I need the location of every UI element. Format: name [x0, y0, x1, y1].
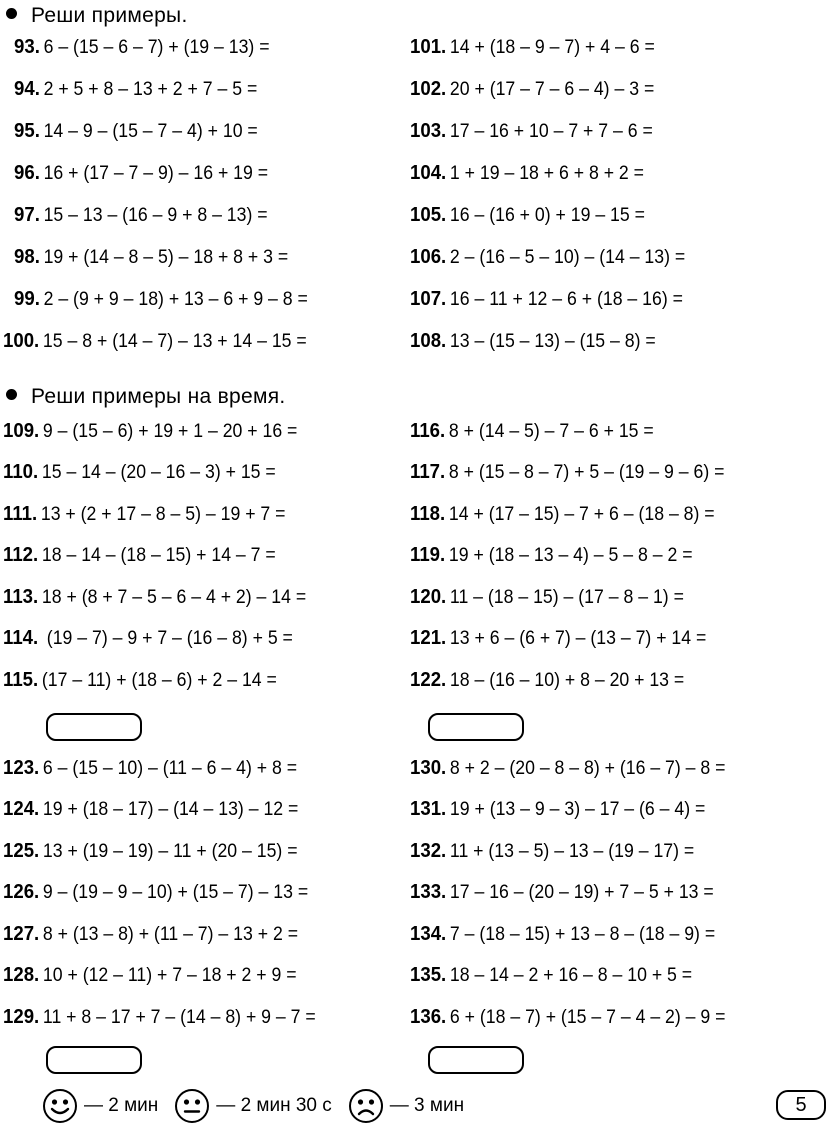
neutral-face-icon [174, 1088, 210, 1124]
problem-136: 136. 6 + (18 – 7) + (15 – 7 – 4 – 2) – 9 = [410, 1006, 726, 1028]
problem-123: 123. 6 – (15 – 10) – (11 – 6 – 4) + 8 = [3, 757, 298, 779]
problem-130: 130. 8 + 2 – (20 – 8 – 8) + (16 – 7) – 8 = [410, 757, 726, 779]
problem-106: 106. 2 – (16 – 5 – 10) – (14 – 13) = [410, 246, 686, 268]
problem-99: 99. 2 – (9 + 9 – 18) + 13 – 6 + 9 – 8 = [14, 288, 308, 310]
problem-124: 124. 19 + (18 – 17) – (14 – 13) – 12 = [3, 798, 299, 820]
problem-125: 125. 13 + (19 – 19) – 11 + (20 – 15) = [3, 840, 298, 862]
problem-126: 126. 9 – (19 – 9 – 10) + (15 – 7) – 13 = [3, 881, 309, 903]
problem-96: 96. 16 + (17 – 7 – 9) – 16 + 19 = [14, 162, 269, 184]
problem-121: 121. 13 + 6 – (6 + 7) – (13 – 7) + 14 = [410, 627, 707, 649]
problem-129: 129. 11 + 8 – 17 + 7 – (14 – 8) + 9 – 7 = [3, 1006, 316, 1028]
section-heading-2: Реши примеры на время. [6, 385, 286, 409]
bullet-icon [6, 389, 17, 400]
problem-93: 93. 6 – (15 – 6 – 7) + (19 – 13) = [14, 36, 270, 58]
problem-109: 109. 9 – (15 – 6) + 19 + 1 – 20 + 16 = [3, 420, 298, 442]
time-answer-box-left-2[interactable] [46, 1046, 142, 1074]
problem-120: 120. 11 – (18 – 15) – (17 – 8 – 1) = [410, 586, 684, 608]
problem-101: 101. 14 + (18 – 9 – 7) + 4 – 6 = [410, 36, 655, 58]
bullet-icon [6, 8, 17, 19]
time-legend [42, 1088, 480, 1124]
legend-text-fast: — 2 мин [84, 1095, 159, 1116]
problem-100: 100. 15 – 8 + (14 – 7) – 13 + 14 – 15 = [3, 330, 307, 352]
problem-134: 134. 7 – (18 – 15) + 13 – 8 – (18 – 9) = [410, 923, 716, 945]
legend-text-medium: — 2 мин 30 с [216, 1095, 332, 1116]
problem-108: 108. 13 – (15 – 13) – (15 – 8) = [410, 330, 656, 352]
problem-131: 131. 19 + (13 – 9 – 3) – 17 – (6 – 4) = [410, 798, 706, 820]
legend-text-slow: — 3 мин [389, 1095, 465, 1116]
sad-face-icon [348, 1088, 384, 1124]
problem-118: 118. 14 + (17 – 15) – 7 + 6 – (18 – 8) = [410, 503, 715, 525]
problem-115: 115. (17 – 11) + (18 – 6) + 2 – 14 = [3, 669, 277, 691]
problem-135: 135. 18 – 14 – 2 + 16 – 8 – 10 + 5 = [410, 964, 693, 986]
problem-103: 103. 17 – 16 + 10 – 7 + 7 – 6 = [410, 120, 653, 142]
problem-105: 105. 16 – (16 + 0) + 19 – 15 = [410, 204, 645, 226]
problem-122: 122. 18 – (16 – 10) + 8 – 20 + 13 = [410, 669, 685, 691]
problem-116: 116. 8 + (14 – 5) – 7 – 6 + 15 = [410, 420, 654, 442]
problem-114: 114. (19 – 7) – 9 + 7 – (16 – 8) + 5 = [3, 627, 293, 649]
problem-128: 128. 10 + (12 – 11) + 7 – 18 + 2 + 9 = [3, 964, 297, 986]
section-heading-1: Реши примеры. [6, 4, 188, 28]
page-number: 5 [776, 1090, 826, 1120]
problem-112: 112. 18 – 14 – (18 – 15) + 14 – 7 = [3, 544, 276, 566]
problem-95: 95. 14 – 9 – (15 – 7 – 4) + 10 = [14, 120, 258, 142]
problem-113: 113. 18 + (8 + 7 – 5 – 6 – 4 + 2) – 14 = [3, 586, 307, 608]
problem-117: 117. 8 + (15 – 8 – 7) + 5 – (19 – 9 – 6) = [410, 461, 725, 483]
problem-133: 133. 17 – 16 – (20 – 19) + 7 – 5 + 13 = [410, 881, 714, 903]
problem-132: 132. 11 + (13 – 5) – 13 – (19 – 17) = [410, 840, 695, 862]
time-answer-box-right-2[interactable] [428, 1046, 524, 1074]
problem-110: 110. 15 – 14 – (20 – 16 – 3) + 15 = [3, 461, 276, 483]
time-answer-box-right[interactable] [428, 713, 524, 741]
problem-104: 104. 1 + 19 – 18 + 6 + 8 + 2 = [410, 162, 644, 184]
problem-97: 97. 15 – 13 – (16 – 9 + 8 – 13) = [14, 204, 268, 226]
problem-119: 119. 19 + (18 – 13 – 4) – 5 – 8 – 2 = [410, 544, 693, 566]
problem-98: 98. 19 + (14 – 8 – 5) – 18 + 8 + 3 = [14, 246, 289, 268]
problem-94: 94. 2 + 5 + 8 – 13 + 2 + 7 – 5 = [14, 78, 258, 100]
problem-107: 107. 16 – 11 + 12 – 6 + (18 – 16) = [410, 288, 683, 310]
time-answer-box-left[interactable] [46, 713, 142, 741]
problem-127: 127. 8 + (13 – 8) + (11 – 7) – 13 + 2 = [3, 923, 299, 945]
problem-102: 102. 20 + (17 – 7 – 6 – 4) – 3 = [410, 78, 655, 100]
smile-face-icon [42, 1088, 78, 1124]
problem-111: 111. 13 + (2 + 17 – 8 – 5) – 19 + 7 = [3, 503, 286, 525]
